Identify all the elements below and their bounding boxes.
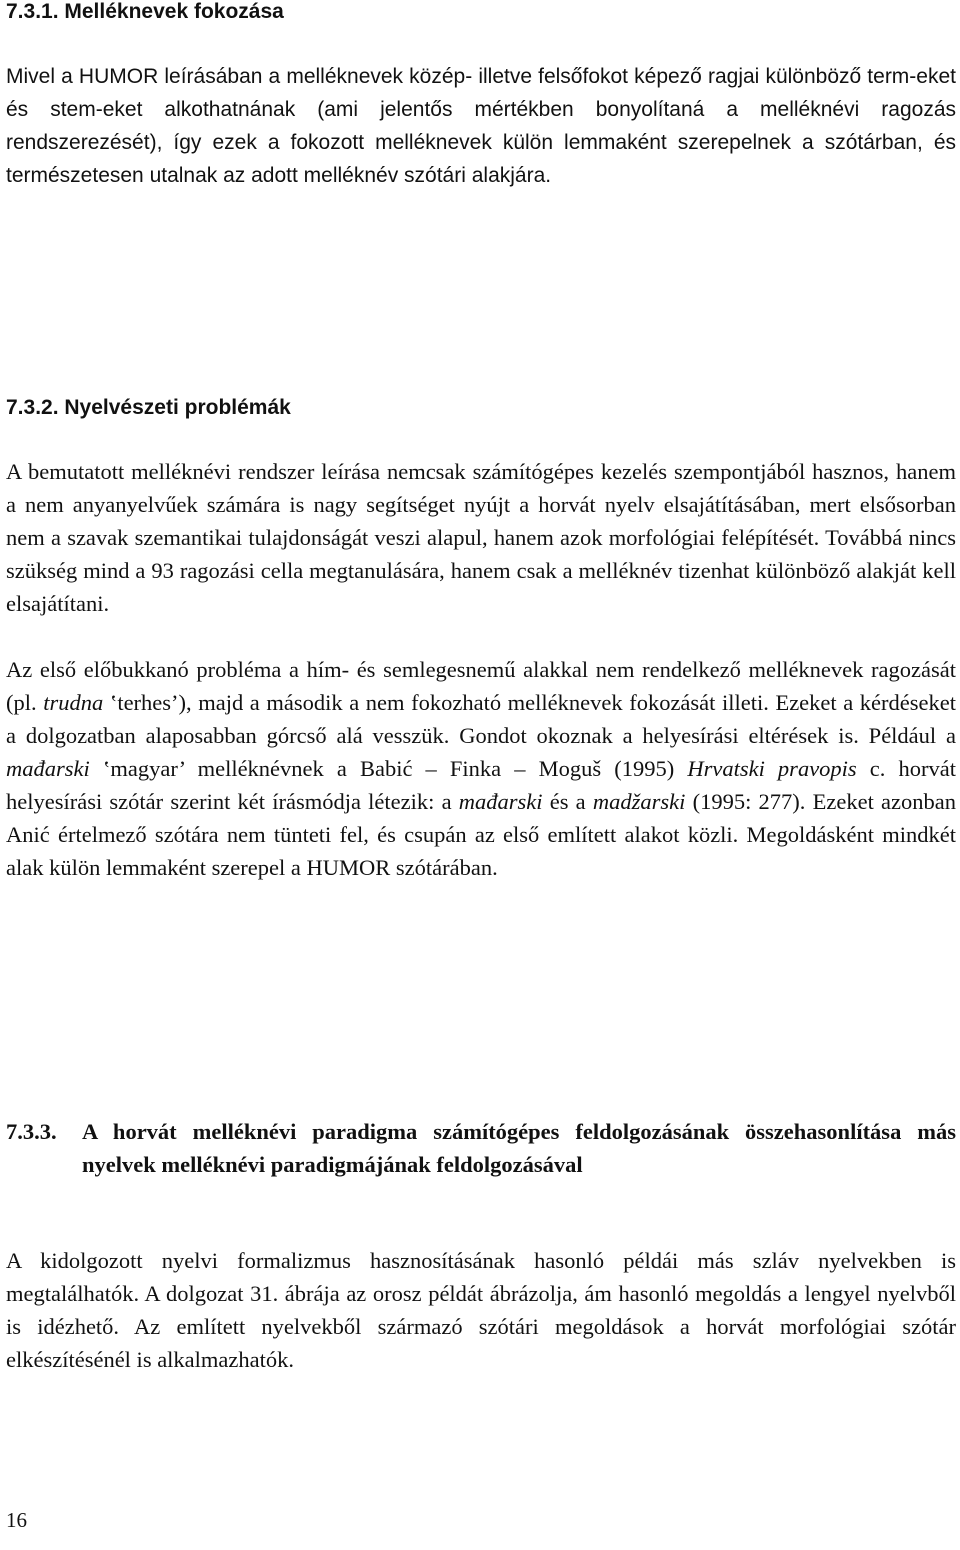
term-madarski-2: mađarski (458, 789, 543, 814)
section-heading-7-3-3 (6, 1115, 956, 1181)
paragraph-2-text-4: c. horvát helyesírási szótár szerint két írásmódja létezik: a (6, 756, 956, 814)
term-madzarski: madžarski (592, 789, 686, 814)
section-7-3-2-paragraph-2 (6, 653, 956, 884)
page-number: 16 (6, 1508, 27, 1532)
section-heading-7-3-2: 7.3.2. Nyelvészeti problémák (6, 396, 291, 419)
paragraph-2-text-1: Az első előbukkanó probléma a hím- és semlegesnemű alakkal nem rendelkező melléknevek ragozását (pl. (6, 657, 956, 715)
book-title-hrvatski-pravopis: Hrvatski pravopis (687, 756, 857, 781)
term-trudna: trudna (43, 690, 104, 715)
section-title: A horvát melléknévi paradigma számítógépes feldolgozásának összehasonlítása más nyelvek melléknévi paradigmájának feldolgozásával (82, 1119, 956, 1177)
paragraph-2-text-5: és a (542, 789, 593, 814)
section-heading-7-3-1: 7.3.1. Melléknevek fokozása (6, 0, 284, 23)
paragraph-2-text-2: ‛terhes’), majd a második a nem fokozható melléknevek fokozását illeti. Ezeket a kérdéseket a dolgozatban alaposabban górcső alá vesszük. Gondot okoznak a helyesírási eltérések is. Például a (6, 690, 957, 748)
section-number: 7.3.3. (6, 1119, 57, 1144)
document-page (6, 0, 956, 1550)
section-7-3-2-paragraph-1: A bemutatott melléknévi rendszer leírása nemcsak számítógépes kezelés szempontjából hasznos, hanem a nem anyanyelvűek számára is nagy segítséget nyújt a horvát nyelv elsajátításában, mert elsősorban nem a szavak szemantikai tulajdonságát veszi alapul, hanem azok morfológiai felépítését. Továbbá nincs szükség mind a 93 ragozási cella megtanulására, hanem csak a melléknév tizenhat különböző alakját kell elsajátítani. (6, 459, 956, 616)
section-7-3-3-paragraph: A kidolgozott nyelvi formalizmus hasznosításának hasonló példái más szláv nyelvekben is megtalálhatók. A dolgozat 31. ábrája az orosz példát ábrázolja, ám hasonló megoldás a lengyel nyelvből is idézhető. Az említett nyelvekből származó szótári megoldások a horvát morfológiai szótár elkészítésénél is alkalmazhatók. (6, 1248, 956, 1372)
section-7-3-1-paragraph: Mivel a HUMOR leírásában a melléknevek közép- illetve felsőfokot képező ragjai különböző term-eket és stem-eket alkothatnának (ami jelentős mértékben bonyolítaná a melléknévi ragozás rendszerezését), így ezek a fokozott melléknevek külön lemmaként szerepelnek a szótárban, és természetesen utalnak az adott melléknév szótári alakjára. (6, 65, 956, 187)
term-madarski: mađarski (6, 756, 90, 781)
paragraph-2-text-3: ‛magyar’ melléknévnek a Babić – Finka – Moguš (1995) (89, 756, 688, 781)
paragraph-2-text-6: (1995: 277). Ezeket azonban Anić értelmező szótára nem tünteti fel, és csupán az első említett alakot közli. Megoldásként mindkét alak külön lemmaként szerepel a HUMOR szótárában. (6, 789, 957, 880)
